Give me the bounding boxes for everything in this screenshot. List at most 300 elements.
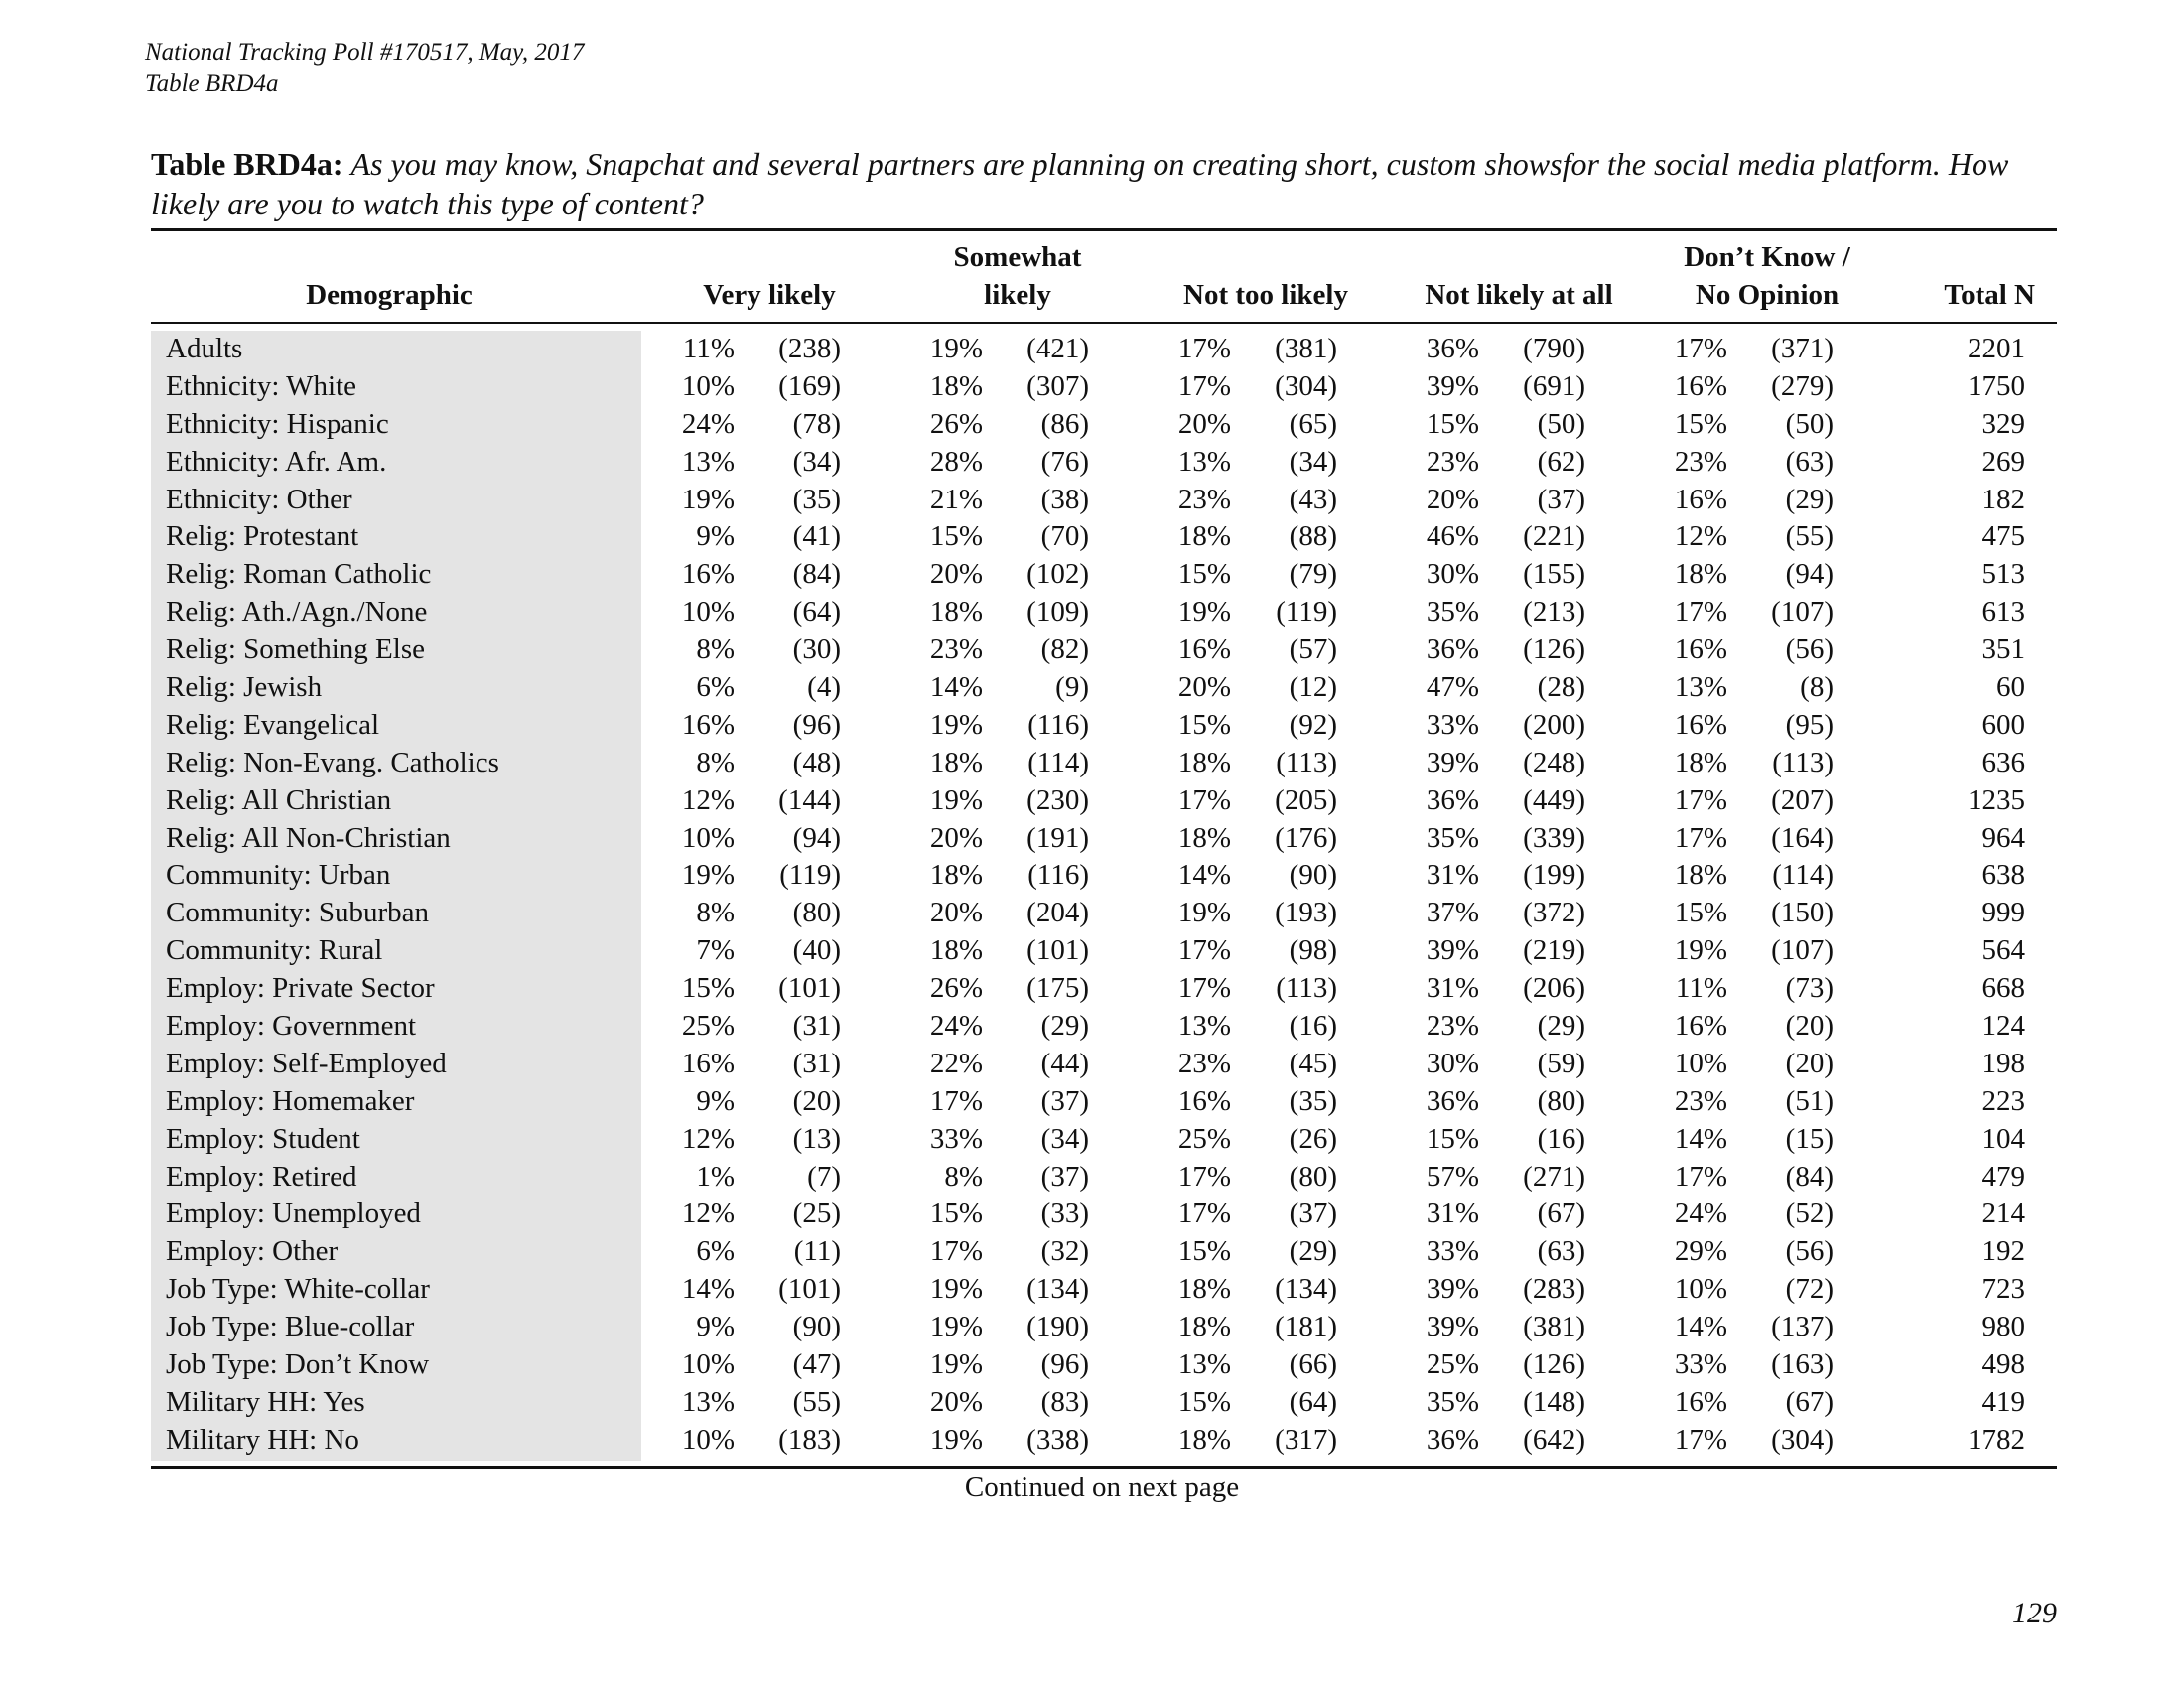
cell-count: (38) bbox=[1040, 483, 1089, 515]
cell-count: (101) bbox=[778, 972, 841, 1005]
cell-count: (7) bbox=[807, 1160, 841, 1193]
cell-count: (79) bbox=[1289, 558, 1337, 591]
cell-percent: 14% bbox=[929, 671, 983, 704]
cell-count: (90) bbox=[1289, 859, 1337, 892]
cell-percent: 22% bbox=[929, 1047, 983, 1079]
cell-total: 513 bbox=[1981, 558, 2025, 591]
cell-percent: 26% bbox=[929, 972, 983, 1005]
cell-total: 104 bbox=[1981, 1122, 2025, 1155]
table-row bbox=[151, 1083, 2057, 1121]
cell-count: (107) bbox=[1771, 934, 1834, 967]
cell-count: (55) bbox=[792, 1385, 841, 1418]
cell-percent: 14% bbox=[1674, 1311, 1727, 1343]
table-row bbox=[151, 482, 2057, 519]
cell-percent: 15% bbox=[1674, 897, 1727, 929]
cell-percent: 37% bbox=[1426, 897, 1479, 929]
cell-percent: 13% bbox=[1674, 671, 1727, 704]
row-label: Relig: Roman Catholic bbox=[166, 558, 432, 591]
cell-count: (102) bbox=[1026, 558, 1089, 591]
cell-percent: 39% bbox=[1426, 369, 1479, 402]
table-row bbox=[151, 932, 2057, 970]
row-label: Adults bbox=[166, 333, 243, 364]
cell-total: 564 bbox=[1981, 934, 2025, 967]
cell-count: (116) bbox=[1027, 708, 1089, 741]
col-header-not-too-likely: Not too likely bbox=[1183, 279, 1348, 311]
table-row bbox=[151, 1046, 2057, 1083]
cell-percent: 31% bbox=[1426, 972, 1479, 1005]
cell-percent: 24% bbox=[1674, 1197, 1727, 1230]
cell-percent: 16% bbox=[1674, 1385, 1727, 1418]
cell-percent: 21% bbox=[929, 483, 983, 515]
cell-percent: 18% bbox=[1177, 821, 1231, 854]
cell-total: 351 bbox=[1981, 633, 2025, 666]
cell-count: (37) bbox=[1537, 483, 1585, 515]
cell-count: (32) bbox=[1040, 1235, 1089, 1268]
cell-count: (92) bbox=[1289, 708, 1337, 741]
cell-count: (307) bbox=[1026, 369, 1089, 402]
cell-percent: 10% bbox=[1674, 1273, 1727, 1306]
cell-percent: 15% bbox=[1674, 407, 1727, 440]
cell-percent: 18% bbox=[1674, 859, 1727, 892]
cell-percent: 19% bbox=[929, 1423, 983, 1456]
cell-percent: 18% bbox=[1177, 1311, 1231, 1343]
cell-count: (317) bbox=[1275, 1423, 1337, 1456]
cell-count: (163) bbox=[1771, 1348, 1834, 1381]
col-header-dont-know-line1: Don’t Know / bbox=[1684, 241, 1850, 273]
cell-count: (134) bbox=[1026, 1273, 1089, 1306]
cell-percent: 16% bbox=[681, 558, 735, 591]
cell-count: (114) bbox=[1027, 746, 1089, 778]
col-header-very-likely: Very likely bbox=[703, 279, 836, 311]
cell-percent: 33% bbox=[1674, 1348, 1727, 1381]
cell-count: (126) bbox=[1523, 1348, 1585, 1381]
row-label: Community: Rural bbox=[166, 934, 383, 967]
table-row bbox=[151, 1159, 2057, 1196]
cell-percent: 24% bbox=[681, 407, 735, 440]
cell-percent: 17% bbox=[929, 1235, 983, 1268]
cell-count: (41) bbox=[792, 520, 841, 553]
cell-count: (82) bbox=[1040, 633, 1089, 666]
cell-percent: 16% bbox=[1674, 633, 1727, 666]
cell-percent: 25% bbox=[681, 1010, 735, 1043]
table-row bbox=[151, 1271, 2057, 1309]
cell-percent: 36% bbox=[1426, 333, 1479, 364]
cell-total: 2201 bbox=[1968, 333, 2025, 364]
cell-count: (64) bbox=[792, 596, 841, 629]
cell-count: (642) bbox=[1523, 1423, 1585, 1456]
cell-count: (137) bbox=[1771, 1311, 1834, 1343]
cell-percent: 20% bbox=[1177, 671, 1231, 704]
table-row bbox=[151, 857, 2057, 895]
cell-percent: 12% bbox=[681, 783, 735, 816]
cell-total: 980 bbox=[1981, 1311, 2025, 1343]
cell-count: (150) bbox=[1771, 897, 1834, 929]
cell-percent: 6% bbox=[696, 671, 735, 704]
cell-percent: 16% bbox=[681, 708, 735, 741]
table-row bbox=[151, 1346, 2057, 1384]
table-row bbox=[151, 368, 2057, 406]
row-label: Relig: Jewish bbox=[166, 671, 323, 704]
cell-total: 329 bbox=[1981, 407, 2025, 440]
row-label: Relig: Ath./Agn./None bbox=[166, 596, 428, 629]
cell-total: 182 bbox=[1981, 483, 2025, 515]
cell-count: (80) bbox=[1289, 1160, 1337, 1193]
cell-percent: 12% bbox=[681, 1122, 735, 1155]
cell-count: (207) bbox=[1771, 783, 1834, 816]
row-label: Employ: Private Sector bbox=[166, 972, 435, 1005]
cell-percent: 20% bbox=[929, 897, 983, 929]
cell-percent: 33% bbox=[1426, 708, 1479, 741]
cell-count: (62) bbox=[1537, 445, 1585, 478]
row-label: Job Type: Blue-collar bbox=[166, 1311, 415, 1343]
cell-count: (95) bbox=[1785, 708, 1834, 741]
cell-percent: 33% bbox=[929, 1122, 983, 1155]
cell-percent: 18% bbox=[1177, 1423, 1231, 1456]
cell-count: (25) bbox=[792, 1197, 841, 1230]
row-label: Community: Suburban bbox=[166, 897, 430, 929]
table-row bbox=[151, 1233, 2057, 1271]
cell-percent: 14% bbox=[1177, 859, 1231, 892]
cell-total: 638 bbox=[1981, 859, 2025, 892]
cell-percent: 15% bbox=[929, 520, 983, 553]
cell-percent: 18% bbox=[1674, 746, 1727, 778]
cell-total: 999 bbox=[1981, 897, 2025, 929]
cell-count: (116) bbox=[1027, 859, 1089, 892]
cell-count: (37) bbox=[1289, 1197, 1337, 1230]
cell-percent: 15% bbox=[1426, 407, 1479, 440]
cell-count: (51) bbox=[1785, 1084, 1834, 1117]
cell-percent: 10% bbox=[681, 369, 735, 402]
cell-total: 419 bbox=[1981, 1385, 2025, 1418]
cell-count: (176) bbox=[1275, 821, 1337, 854]
cell-percent: 9% bbox=[696, 1084, 735, 1117]
cell-count: (76) bbox=[1040, 445, 1089, 478]
cell-percent: 17% bbox=[1674, 1423, 1727, 1456]
cell-count: (199) bbox=[1523, 859, 1585, 892]
cell-percent: 19% bbox=[929, 1348, 983, 1381]
cell-total: 1750 bbox=[1968, 369, 2025, 402]
cell-percent: 15% bbox=[1426, 1122, 1479, 1155]
cell-count: (372) bbox=[1523, 897, 1585, 929]
cell-percent: 19% bbox=[1674, 934, 1727, 967]
cell-count: (84) bbox=[792, 558, 841, 591]
cell-percent: 19% bbox=[929, 1311, 983, 1343]
cell-percent: 12% bbox=[681, 1197, 735, 1230]
cell-percent: 18% bbox=[1674, 558, 1727, 591]
table-row bbox=[151, 1422, 2057, 1460]
cell-count: (73) bbox=[1785, 972, 1834, 1005]
cell-count: (94) bbox=[792, 821, 841, 854]
cell-total: 723 bbox=[1981, 1273, 2025, 1306]
cell-count: (72) bbox=[1785, 1273, 1834, 1306]
cell-percent: 8% bbox=[696, 633, 735, 666]
cell-count: (144) bbox=[778, 783, 841, 816]
cell-count: (183) bbox=[778, 1423, 841, 1456]
cell-count: (381) bbox=[1523, 1311, 1585, 1343]
top-rule bbox=[151, 228, 2057, 231]
cell-percent: 11% bbox=[682, 333, 735, 364]
cell-count: (29) bbox=[1537, 1010, 1585, 1043]
cell-count: (56) bbox=[1785, 633, 1834, 666]
cell-percent: 36% bbox=[1426, 1084, 1479, 1117]
cell-percent: 23% bbox=[1177, 483, 1231, 515]
cell-percent: 15% bbox=[1177, 708, 1231, 741]
cell-count: (31) bbox=[792, 1010, 841, 1043]
cell-percent: 17% bbox=[1674, 783, 1727, 816]
cell-percent: 16% bbox=[1674, 708, 1727, 741]
cell-percent: 17% bbox=[1177, 333, 1231, 364]
table-row bbox=[151, 594, 2057, 632]
table-row bbox=[151, 406, 2057, 444]
cell-count: (20) bbox=[1785, 1047, 1834, 1079]
continued-note: Continued on next page bbox=[964, 1472, 1240, 1503]
cell-count: (34) bbox=[1289, 445, 1337, 478]
cell-total: 1235 bbox=[1968, 783, 2025, 816]
cell-count: (230) bbox=[1026, 783, 1089, 816]
poll-title: National Tracking Poll #170517, May, 2017 bbox=[145, 39, 585, 66]
cell-percent: 29% bbox=[1674, 1235, 1727, 1268]
cell-percent: 20% bbox=[929, 821, 983, 854]
col-header-somewhat-line1: Somewhat bbox=[953, 241, 1082, 273]
cell-count: (78) bbox=[792, 407, 841, 440]
cell-total: 198 bbox=[1981, 1047, 2025, 1079]
cell-percent: 23% bbox=[1426, 445, 1479, 478]
cell-count: (43) bbox=[1289, 483, 1337, 515]
cell-percent: 20% bbox=[929, 558, 983, 591]
cell-percent: 19% bbox=[1177, 897, 1231, 929]
cell-count: (101) bbox=[778, 1273, 841, 1306]
table-row bbox=[151, 632, 2057, 669]
cell-count: (29) bbox=[1785, 483, 1834, 515]
cell-count: (304) bbox=[1771, 1423, 1834, 1456]
cell-percent: 19% bbox=[1177, 596, 1231, 629]
cell-count: (37) bbox=[1040, 1084, 1089, 1117]
cell-count: (134) bbox=[1275, 1273, 1337, 1306]
cell-count: (107) bbox=[1771, 596, 1834, 629]
cell-percent: 12% bbox=[1674, 520, 1727, 553]
cell-percent: 31% bbox=[1426, 859, 1479, 892]
cell-percent: 17% bbox=[1177, 934, 1231, 967]
cell-percent: 13% bbox=[1177, 1010, 1231, 1043]
cell-percent: 15% bbox=[1177, 1385, 1231, 1418]
cell-count: (15) bbox=[1785, 1122, 1834, 1155]
cell-percent: 17% bbox=[1674, 333, 1727, 364]
cell-count: (34) bbox=[1040, 1122, 1089, 1155]
cell-percent: 19% bbox=[681, 483, 735, 515]
cell-percent: 14% bbox=[1674, 1122, 1727, 1155]
cell-percent: 19% bbox=[929, 333, 983, 364]
table-title bbox=[151, 144, 2057, 223]
cell-count: (35) bbox=[1289, 1084, 1337, 1117]
row-label: Relig: Evangelical bbox=[166, 708, 380, 741]
cell-percent: 18% bbox=[929, 859, 983, 892]
cell-percent: 15% bbox=[1177, 1235, 1231, 1268]
cell-count: (193) bbox=[1275, 897, 1337, 929]
cell-percent: 19% bbox=[681, 859, 735, 892]
table-row bbox=[151, 669, 2057, 707]
cell-percent: 18% bbox=[1177, 520, 1231, 553]
row-label: Employ: Student bbox=[166, 1122, 360, 1155]
cell-count: (371) bbox=[1771, 333, 1834, 364]
cell-percent: 28% bbox=[929, 445, 983, 478]
cell-percent: 20% bbox=[1426, 483, 1479, 515]
cell-count: (155) bbox=[1523, 558, 1585, 591]
cell-count: (52) bbox=[1785, 1197, 1834, 1230]
cell-count: (34) bbox=[792, 445, 841, 478]
cell-count: (98) bbox=[1289, 934, 1337, 967]
table-row bbox=[151, 1384, 2057, 1422]
cell-percent: 9% bbox=[696, 1311, 735, 1343]
cell-count: (67) bbox=[1785, 1385, 1834, 1418]
cell-count: (47) bbox=[792, 1348, 841, 1381]
cell-count: (164) bbox=[1771, 821, 1834, 854]
cell-count: (169) bbox=[778, 369, 841, 402]
cell-count: (63) bbox=[1785, 445, 1834, 478]
header-rule bbox=[151, 322, 2057, 324]
cell-percent: 39% bbox=[1426, 1273, 1479, 1306]
cell-percent: 19% bbox=[929, 783, 983, 816]
col-header-total-n: Total N bbox=[1944, 279, 2035, 311]
cell-count: (381) bbox=[1275, 333, 1337, 364]
cell-percent: 14% bbox=[681, 1273, 735, 1306]
cell-count: (66) bbox=[1289, 1348, 1337, 1381]
cell-count: (248) bbox=[1523, 746, 1585, 778]
cell-percent: 20% bbox=[929, 1385, 983, 1418]
table-row bbox=[151, 444, 2057, 482]
cell-total: 1782 bbox=[1968, 1423, 2025, 1456]
cell-count: (20) bbox=[1785, 1010, 1834, 1043]
cell-percent: 20% bbox=[1177, 407, 1231, 440]
cell-count: (279) bbox=[1771, 369, 1834, 402]
cell-count: (205) bbox=[1275, 783, 1337, 816]
cell-count: (304) bbox=[1275, 369, 1337, 402]
cell-percent: 39% bbox=[1426, 934, 1479, 967]
cell-count: (50) bbox=[1785, 407, 1834, 440]
cell-percent: 19% bbox=[929, 1273, 983, 1306]
cell-percent: 17% bbox=[929, 1084, 983, 1117]
cell-count: (29) bbox=[1040, 1010, 1089, 1043]
row-label: Job Type: Don’t Know bbox=[166, 1348, 430, 1381]
col-header-demographic: Demographic bbox=[306, 279, 473, 311]
cell-percent: 35% bbox=[1426, 1385, 1479, 1418]
cell-total: 668 bbox=[1981, 972, 2025, 1005]
cell-percent: 11% bbox=[1675, 972, 1727, 1005]
table-question: As you may know, Snapchat and several partners are planning on creating short, custom showsfor the social media platform. How likely are you to watch this type of content? bbox=[151, 146, 2009, 221]
cell-count: (16) bbox=[1537, 1122, 1585, 1155]
cell-count: (94) bbox=[1785, 558, 1834, 591]
cell-count: (206) bbox=[1523, 972, 1585, 1005]
cell-count: (28) bbox=[1537, 671, 1585, 704]
cell-percent: 16% bbox=[1177, 633, 1231, 666]
cell-count: (37) bbox=[1040, 1160, 1089, 1193]
row-label: Employ: Retired bbox=[166, 1160, 357, 1193]
cell-percent: 18% bbox=[1177, 746, 1231, 778]
cell-percent: 31% bbox=[1426, 1197, 1479, 1230]
cell-percent: 16% bbox=[681, 1047, 735, 1079]
cell-percent: 18% bbox=[929, 746, 983, 778]
table-row bbox=[151, 970, 2057, 1008]
cell-percent: 10% bbox=[681, 821, 735, 854]
cell-count: (101) bbox=[1026, 934, 1089, 967]
cell-total: 269 bbox=[1981, 445, 2025, 478]
cell-count: (213) bbox=[1523, 596, 1585, 629]
cell-count: (48) bbox=[792, 746, 841, 778]
cell-count: (56) bbox=[1785, 1235, 1834, 1268]
cell-count: (148) bbox=[1523, 1385, 1585, 1418]
cell-total: 475 bbox=[1981, 520, 2025, 553]
cell-count: (8) bbox=[1800, 671, 1834, 704]
table-row bbox=[151, 331, 2057, 368]
row-label: Ethnicity: Afr. Am. bbox=[166, 445, 387, 478]
cell-percent: 17% bbox=[1177, 369, 1231, 402]
cell-count: (80) bbox=[1537, 1084, 1585, 1117]
cell-count: (86) bbox=[1040, 407, 1089, 440]
cell-percent: 7% bbox=[696, 934, 735, 967]
cell-percent: 10% bbox=[681, 596, 735, 629]
cell-count: (238) bbox=[778, 333, 841, 364]
cell-count: (64) bbox=[1289, 1385, 1337, 1418]
cell-count: (119) bbox=[779, 859, 841, 892]
cell-percent: 26% bbox=[929, 407, 983, 440]
cell-percent: 36% bbox=[1426, 633, 1479, 666]
cell-percent: 8% bbox=[696, 746, 735, 778]
cell-total: 124 bbox=[1981, 1010, 2025, 1043]
cell-percent: 18% bbox=[1177, 1273, 1231, 1306]
cell-percent: 16% bbox=[1674, 1010, 1727, 1043]
cell-percent: 9% bbox=[696, 520, 735, 553]
cell-count: (44) bbox=[1040, 1047, 1089, 1079]
cell-count: (67) bbox=[1537, 1197, 1585, 1230]
cell-count: (219) bbox=[1523, 934, 1585, 967]
table-body bbox=[151, 331, 2057, 1460]
cell-count: (200) bbox=[1523, 708, 1585, 741]
cell-percent: 16% bbox=[1177, 1084, 1231, 1117]
cell-total: 223 bbox=[1981, 1084, 2025, 1117]
cell-percent: 17% bbox=[1674, 596, 1727, 629]
cell-count: (84) bbox=[1785, 1160, 1834, 1193]
cell-count: (65) bbox=[1289, 407, 1337, 440]
cell-percent: 8% bbox=[696, 897, 735, 929]
cell-percent: 13% bbox=[1177, 1348, 1231, 1381]
cell-count: (59) bbox=[1537, 1047, 1585, 1079]
cell-total: 964 bbox=[1981, 821, 2025, 854]
cell-count: (4) bbox=[807, 671, 841, 704]
cell-count: (221) bbox=[1523, 520, 1585, 553]
cell-total: 498 bbox=[1981, 1348, 2025, 1381]
cell-total: 192 bbox=[1981, 1235, 2025, 1268]
cell-count: (83) bbox=[1040, 1385, 1089, 1418]
cell-percent: 1% bbox=[696, 1160, 735, 1193]
cell-percent: 16% bbox=[1674, 369, 1727, 402]
cell-count: (338) bbox=[1026, 1423, 1089, 1456]
table-id: Table BRD4a bbox=[145, 70, 279, 97]
cell-count: (126) bbox=[1523, 633, 1585, 666]
cell-count: (421) bbox=[1026, 333, 1089, 364]
cell-percent: 10% bbox=[681, 1423, 735, 1456]
cell-count: (271) bbox=[1523, 1160, 1585, 1193]
cell-percent: 15% bbox=[681, 972, 735, 1005]
cell-count: (119) bbox=[1276, 596, 1337, 629]
cell-count: (11) bbox=[793, 1235, 841, 1268]
cell-total: 636 bbox=[1981, 746, 2025, 778]
row-label: Relig: All Christian bbox=[166, 783, 392, 816]
row-label: Job Type: White-collar bbox=[166, 1273, 430, 1306]
table-row bbox=[151, 518, 2057, 556]
row-label: Employ: Other bbox=[166, 1235, 339, 1268]
row-label: Military HH: No bbox=[166, 1423, 359, 1456]
row-label: Military HH: Yes bbox=[166, 1385, 365, 1418]
table-row bbox=[151, 1121, 2057, 1159]
